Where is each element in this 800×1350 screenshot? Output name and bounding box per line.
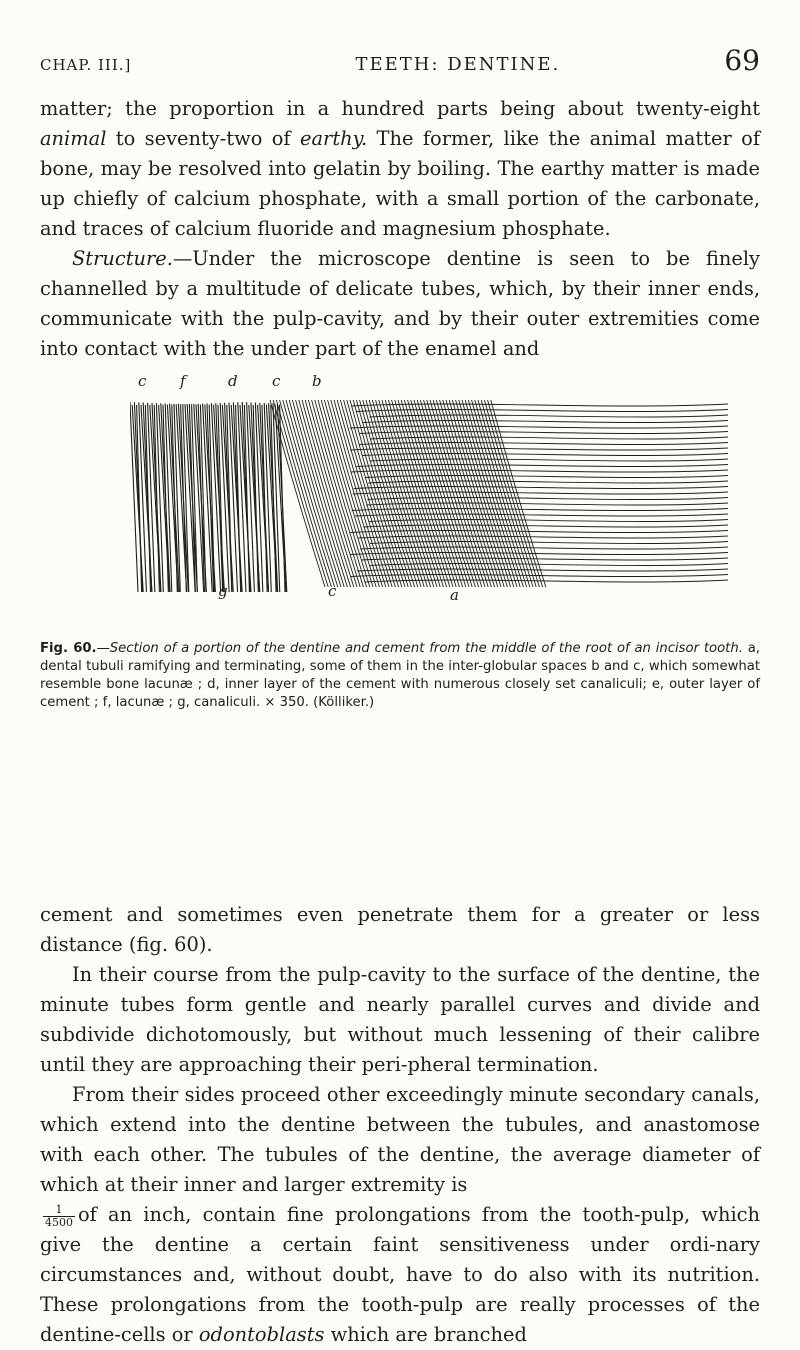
dentine-tubule-line <box>350 448 728 450</box>
dentine-tubule-line <box>370 459 728 461</box>
paragraph-secondary-canals: From their sides proceed other exceedingly minute secondary canals, which extend into the dentine between the tubules, and anastomose with each other. The tubules of the dentine, the average diameter of which at their inner and larger extremity is <box>40 1083 760 1196</box>
dentine-tubule-line <box>353 492 728 494</box>
figure-letter-bottom-1: g <box>218 582 228 600</box>
canaliculus-line <box>280 400 335 587</box>
dentine-section-illustration <box>130 392 730 602</box>
dentine-tubule-line <box>366 503 728 505</box>
figure-letter-bottom-3: a <box>450 586 459 604</box>
section-heading: Structure. <box>72 247 173 270</box>
figure-60 <box>130 372 730 604</box>
running-header <box>40 44 760 84</box>
dentine-tubule-line <box>363 421 728 423</box>
figure-letter-top-5: b <box>312 372 322 390</box>
running-title: TEETH: DENTINE. <box>355 54 561 75</box>
dentine-tubule-line <box>351 470 728 472</box>
dentine-tubule-line <box>356 410 728 412</box>
caption-title: —Section of a portion of the dentine and cement from the middle of the root of an incisor tooth. <box>96 641 743 656</box>
figure-letter-top-2: f <box>180 372 186 390</box>
figure-caption <box>40 640 760 712</box>
dentine-tubule-line <box>361 558 728 560</box>
canaliculus-line <box>286 400 341 587</box>
text-block-top <box>40 94 760 364</box>
dentine-tubule-line <box>352 509 728 511</box>
page-number: 69 <box>724 44 760 77</box>
dentine-tubule-line <box>369 415 728 417</box>
paragraph-cement: cement and sometimes even penetrate them for a greater or less distance (fig. 60). <box>40 903 760 956</box>
figure-label: Fig. 60. <box>40 641 97 656</box>
dentine-tubule-line <box>351 404 728 406</box>
caption-text: a, dental tubuli ramifying and terminating, some of them in the inter-globular spaces b and c, which somewhat resemble bone lacunæ ; d, inner layer of the cement with numerous closely set canaliculi; e, outer layer of cement ; f, lacunæ ; g, canaliculi. × 350. (Kölliker.) <box>40 641 761 710</box>
dentine-tubule-line <box>370 437 728 439</box>
canaliculus-line <box>283 400 338 587</box>
dentine-tubule-line <box>368 481 728 483</box>
paragraph-prolongations: $\frac{1}{4500}$ of an inch, contain fine prolongations from the tooth-pulp, which give the dentine a certain faint sensitiveness under ordi-nary circumstances and, without doubt, have to do also with its nutrition. These prolongations from the tooth-pulp are really processes of the dentine-cells or odontoblasts which are branched <box>40 1202 760 1346</box>
dentine-tubule-line <box>350 553 728 555</box>
dentine-tubule-line <box>350 426 728 428</box>
figure-letter-top-3: d <box>228 372 238 390</box>
text-block-bottom <box>40 900 760 1350</box>
figure-letter-top-1: c <box>138 372 147 390</box>
dentine-tubule-line <box>356 465 728 467</box>
dentine-tubule-line <box>359 432 728 434</box>
paragraph-structure: Structure.—Under the microscope dentine is seen to be finely channelled by a multitude of delicate tubes, which, by their inner ends, communicate with the pulp-cavity, and by their outer extremities come into contact with the under part of the enamel and <box>40 247 760 360</box>
figure-letter-bottom-2: c <box>328 582 337 600</box>
paragraph-course: In their course from the pulp-cavity to the surface of the dentine, the minute tubes form gentle and nearly parallel curves and divide and subdivide dichotomously, but without much lessening of their calibre until they are approaching their peri-pheral termination. <box>40 963 760 1076</box>
dentine-tubule-line <box>367 498 728 500</box>
figure-letter-top-4: c <box>272 372 281 390</box>
dentine-tubule-line <box>360 443 728 445</box>
chapter-label: CHAP. III.] <box>40 56 132 74</box>
dentine-tubule-line <box>358 536 728 538</box>
fraction: $\frac{1}{4500}$ <box>45 1202 73 1229</box>
dentine-tubule-line <box>355 514 728 516</box>
paragraph-composition: matter; the proportion in a hundred parts being about twenty-eight animal to seventy-two of earthy. The former, like the animal matter of bone, may be resolved into gelatin by boiling. The earthy matter is made up chiefly of calcium phosphate, with a small portion of the carbonate, and traces of calcium fluoride and magnesium phosphate. <box>40 97 760 240</box>
